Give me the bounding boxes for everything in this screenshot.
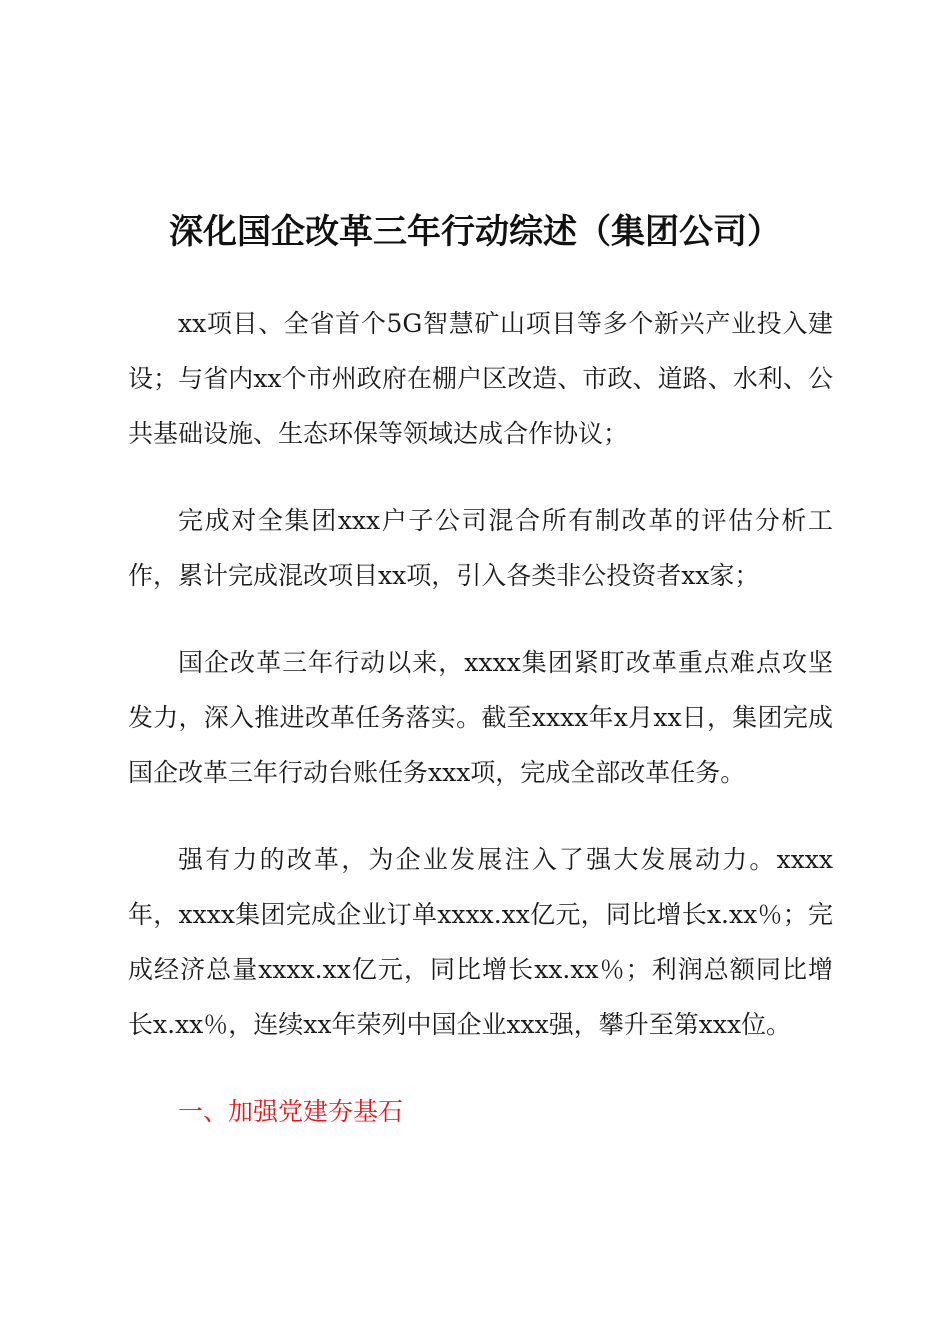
document-title: 深化国企改革三年行动综述（集团公司）: [169, 212, 781, 252]
paragraph-4: 强有力的改革，为企业发展注入了强大发展动力。xxxx年，xxxx集团完成企业订单xxxx.xx亿元，同比增长x.xx％；完成经济总量xxxx.xx亿元，同比增长xx.xx％；利润总额同比增长x.xx％，连续xx年荣列中国企业xxx强，攀升至第xxx位。: [128, 845, 833, 1039]
document-body: [128, 296, 833, 1139]
paragraph-2: 完成对全集团xxx户子公司混合所有制改革的评估分析工作，累计完成混改项目xx项，引入各类非公投资者xx家；: [128, 506, 833, 590]
paragraph-1: xx项目、全省首个5G智慧矿山项目等多个新兴产业投入建设；与省内xx个市州政府在棚户区改造、市政、道路、水利、公共基础设施、生态环保等领域达成合作协议；: [128, 309, 833, 448]
paragraph-3: 国企改革三年行动以来，xxxx集团紧盯改革重点难点攻坚发力，深入推进改革任务落实。截至xxxx年x月xx日，集团完成国企改革三年行动台账任务xxx项，完成全部改革任务。: [128, 648, 833, 787]
section-heading: 一、加强党建夯基石: [178, 1097, 404, 1126]
